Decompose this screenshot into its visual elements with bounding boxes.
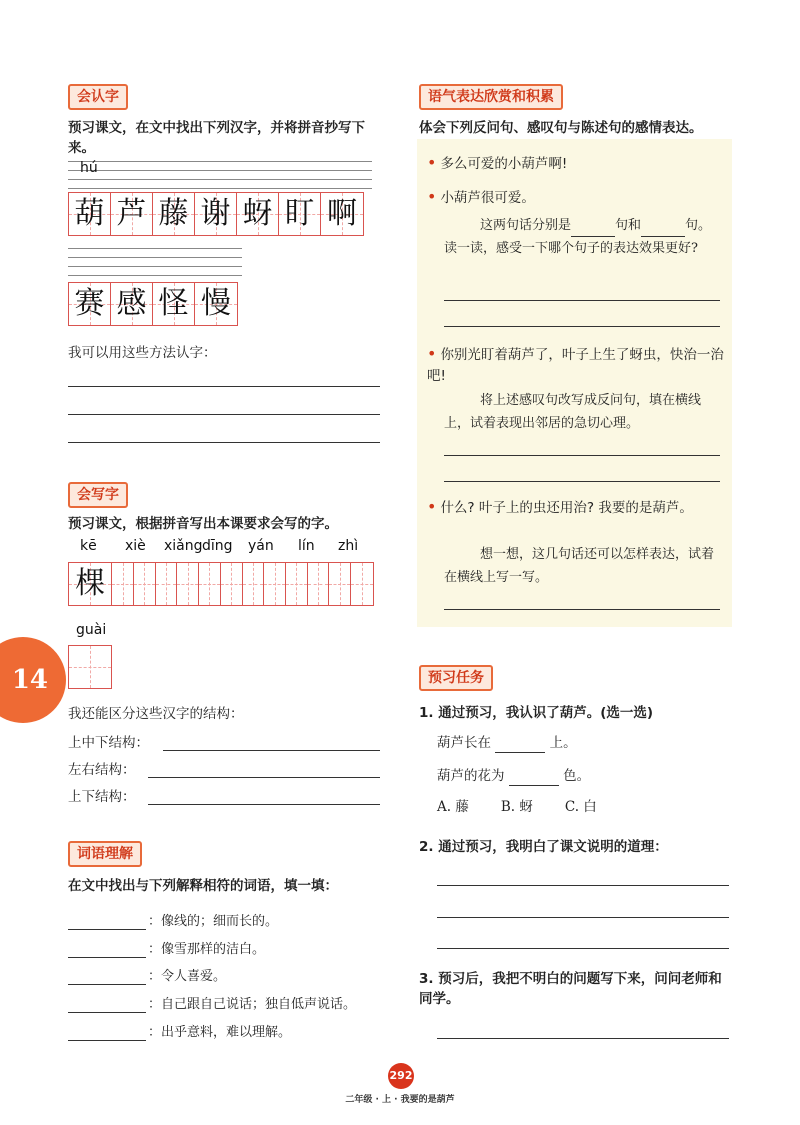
lesson-number-badge: 14 — [0, 637, 66, 723]
char-cell[interactable] — [177, 563, 199, 605]
structure-line-2[interactable] — [148, 777, 380, 778]
pinyin-label: yán — [248, 538, 274, 554]
pinyin-label: zhì — [338, 538, 359, 554]
task-1-options: A. 藤 B. 蚜 C. 白 — [437, 799, 597, 815]
char-cell[interactable] — [156, 563, 178, 605]
structure-label-2: 左右结构： — [68, 762, 136, 778]
char-cell: 怪 — [153, 283, 195, 325]
char-cell: 啊 — [321, 193, 363, 235]
answer-line[interactable] — [444, 481, 720, 482]
char-cell[interactable] — [351, 563, 373, 605]
answer-line[interactable] — [444, 300, 720, 301]
char-grid-row2 — [68, 282, 238, 326]
char-cell: 感 — [111, 283, 153, 325]
answer-line[interactable] — [444, 609, 720, 610]
question-2: 将上述感叹句改写成反问句，填在横线上，试着表现出邻居的急切心理。 — [444, 393, 702, 431]
answer-line[interactable] — [68, 442, 380, 443]
section-tag-words: 词语理解 — [68, 841, 142, 867]
answer-line[interactable] — [437, 1038, 729, 1039]
write-instruction: 预习课文，根据拼音写出本课要求会写的字。 — [68, 516, 338, 532]
method-prompt: 我可以用这些方法认字： — [68, 345, 217, 361]
pinyin-label: dīng — [202, 538, 233, 554]
task-2: 2. 通过预习，我明白了课文说明的道理： — [419, 839, 668, 855]
word-blank[interactable] — [68, 1040, 146, 1041]
question-1: 这两句话分别是 句和 句。读一读，感受一下哪个句子的表达效果更好? — [444, 218, 712, 256]
answer-line[interactable] — [437, 917, 729, 918]
structure-prompt: 我还能区分这些汉字的结构： — [68, 706, 244, 722]
word-definition: ：像雪那样的洁白。 — [148, 942, 266, 957]
char-grid-row1 — [68, 192, 364, 236]
char-cell[interactable] — [199, 563, 221, 605]
word-definition: ：出乎意料，难以理解。 — [148, 1025, 292, 1040]
char-cell: 棵 — [69, 563, 112, 605]
footer-text: 二年级 · 上 · 我要的是葫芦 — [345, 1095, 455, 1105]
recognize-instruction: 预习课文，在文中找出下列汉字，并将拼音抄写下来。 — [68, 120, 365, 156]
pinyin-example: hú — [80, 160, 98, 176]
char-cell: 蚜 — [237, 193, 279, 235]
char-cell: 赛 — [69, 283, 111, 325]
char-cell[interactable] — [286, 563, 308, 605]
answer-line[interactable] — [437, 948, 729, 949]
word-blank[interactable] — [68, 984, 146, 985]
word-blank[interactable] — [68, 1012, 146, 1013]
answer-line[interactable] — [444, 455, 720, 456]
char-cell: 芦 — [111, 193, 153, 235]
write-grid[interactable] — [68, 562, 374, 606]
char-cell[interactable] — [221, 563, 243, 605]
pinyin-label: xiǎng — [164, 538, 203, 554]
section-tag-tone: 语气表达欣赏和积累 — [419, 84, 563, 110]
answer-line[interactable] — [444, 326, 720, 327]
answer-line[interactable] — [68, 386, 380, 387]
task-3: 3. 预习后，我把不明白的问题写下来，问问老师和同学。 — [419, 971, 722, 1007]
char-cell[interactable] — [112, 563, 134, 605]
sentence-3: • 你别光盯着葫芦了，叶子上生了蚜虫，快治一治吧! — [427, 344, 724, 384]
structure-line-1[interactable] — [163, 750, 380, 751]
structure-label-1: 上中下结构： — [68, 735, 149, 751]
task-1: 1. 通过预习，我认识了葫芦。(选一选) — [419, 705, 654, 721]
char-cell[interactable] — [264, 563, 286, 605]
char-cell: 慢 — [195, 283, 237, 325]
char-cell: 盯 — [279, 193, 321, 235]
task-1-a: 葫芦长在 上。 — [437, 735, 577, 751]
sentence-2: • 小葫芦很可爱。 — [427, 187, 535, 206]
char-cell: 葫 — [69, 193, 111, 235]
pinyin-label: kē — [80, 538, 97, 554]
char-cell[interactable] — [69, 646, 111, 688]
word-definition: ：令人喜爱。 — [148, 969, 227, 984]
answer-line[interactable] — [437, 885, 729, 886]
task-1-b: 葫芦的花为 色。 — [437, 768, 591, 784]
section-tag-write: 会写字 — [68, 482, 128, 508]
char-cell[interactable] — [308, 563, 330, 605]
word-definition: ：像线的；细而长的。 — [148, 914, 279, 929]
char-cell[interactable] — [329, 563, 351, 605]
char-cell: 藤 — [153, 193, 195, 235]
sentence-1: • 多么可爱的小葫芦啊! — [427, 153, 568, 172]
pinyin-label: xiè — [125, 538, 146, 554]
word-definition: ：自己跟自己说话；独自低声说话。 — [148, 997, 357, 1012]
section-tag-task: 预习任务 — [419, 665, 493, 691]
section-tag-recognize: 会认字 — [68, 84, 128, 110]
sentence-4: • 什么? 叶子上的虫还用治? 我要的是葫芦。 — [427, 497, 693, 516]
structure-line-3[interactable] — [148, 804, 380, 805]
answer-line[interactable] — [68, 414, 380, 415]
word-blank[interactable] — [68, 929, 146, 930]
char-cell: 谢 — [195, 193, 237, 235]
char-cell[interactable] — [243, 563, 265, 605]
structure-label-3: 上下结构： — [68, 789, 136, 805]
char-cell[interactable] — [134, 563, 156, 605]
pinyin-guai: guài — [76, 622, 107, 638]
tone-instruction: 体会下列反问句、感叹句与陈述句的感情表达。 — [419, 120, 703, 136]
pinyin-label: lín — [298, 538, 315, 554]
write-grid-guai[interactable] — [68, 645, 112, 689]
page-number: 292 — [388, 1063, 414, 1089]
word-blank[interactable] — [68, 957, 146, 958]
question-3: 想一想，这几句话还可以怎样表达，试着在横线上写一写。 — [444, 547, 715, 585]
words-instruction: 在文中找出与下列解释相符的词语，填一填： — [68, 878, 338, 894]
